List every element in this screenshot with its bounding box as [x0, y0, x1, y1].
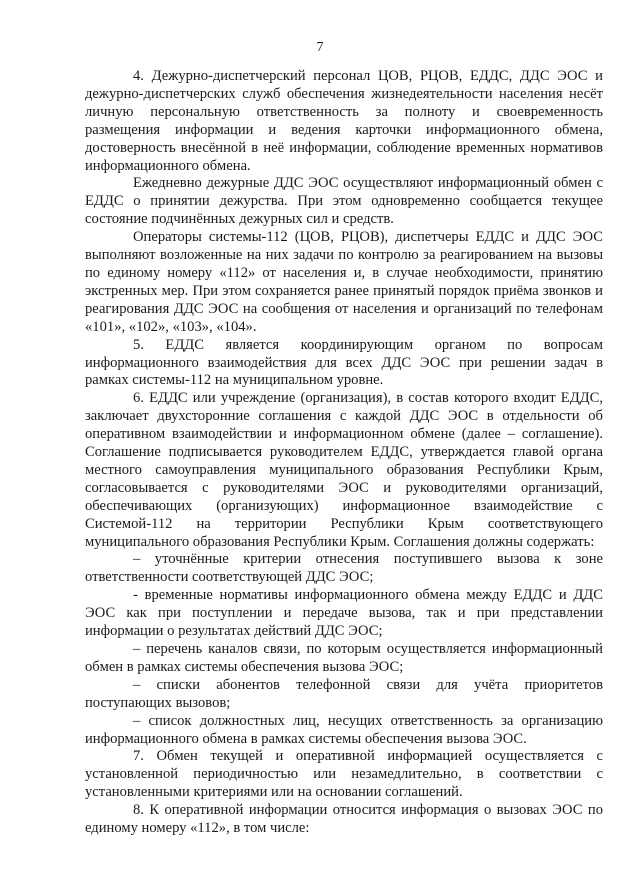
paragraph-6: 6. ЕДДС или учреждение (организация), в состав которого входит ЕДДС, заключает двухсторонние соглашения с каждой ДДС ЭОС в отдельности об оперативном взаимодействии и информационном обмене (далее – соглашение). Соглашение подписывается руководителем ЕДДС, утверждается главой органа местного самоуправления муниципального образования Республики Крым, согласовывается с руководителями ЭОС и руководителями организаций, обеспечивающих (организующих) информационное взаимодействие с Системой-112 на территории Республики Крым соответствующего муниципального образования Республики Крым. Соглашения должны содержать:	[85, 390, 603, 550]
paragraph-operators: Операторы системы-112 (ЦОВ, РЦОВ), диспетчеры ЕДДС и ДДС ЭОС выполняют возложенные на них задачи по контролю за реагированием на вызовы по единому номеру «112» от населения и, в случае необходимости, принятию экстренных мер. При этом сохраняется ранее принятый порядок приёма звонков и реагирования ДДС ЭОС на сообщения от населения и организаций по телефонам «101», «102», «103», «104».	[85, 229, 603, 335]
paragraph-daily-exchange: Ежедневно дежурные ДДС ЭОС осуществляют информационный обмен с ЕДДС о принятии дежурства. При этом одновременно сообщается текущее состояние подчинённых дежурных сил и средств.	[85, 175, 603, 228]
paragraph-8: 8. К оперативной информации относится информация о вызовах ЭОС по единому номеру «112», в том числе:	[85, 802, 603, 837]
list-item-channels: – перечень каналов связи, по которым осуществляется информационный обмен в рамках системы обеспечения вызова ЭОС;	[85, 641, 603, 675]
paragraph-5: 5. ЕДДС является координирующим органом по вопросам информационного взаимодействия для всех ДДС ЭОС при решении задач в рамках системы-112 на муниципальном уровне.	[85, 336, 603, 389]
paragraph-4: 4. Дежурно-диспетчерский персонал ЦОВ, РЦОВ, ЕДДС, ДДС ЭОС и дежурно-диспетчерских служб обеспечения жизнедеятельности населения несёт личную персональную ответственность за полноту и своевременность размещения информации и ведения карточки информационного обмена, достоверность внесённой в неё информации, соблюдение временных нормативов информационного обмена.	[85, 68, 603, 174]
list-item-time-standards: - временные нормативы информационного обмена между ЕДДС и ДДС ЭОС как при поступлении и передаче вызова, так и при представлении информации о результатах действий ДДС ЭОС;	[85, 587, 603, 640]
list-item-officials: – список должностных лиц, несущих ответственность за организацию информационного обмена в рамках системы обеспечения вызова ЭОС.	[85, 712, 603, 747]
document-body	[85, 68, 603, 838]
list-item-criteria: – уточнённые критерии отнесения поступившего вызова к зоне ответственности соответствующей ДДС ЭОС;	[85, 551, 603, 586]
paragraph-7: 7. Обмен текущей и оперативной информацией осуществляется с установленной периодичностью или незамедлительно, в соответствии с установленными критериями или на основании соглашений.	[85, 748, 603, 801]
list-item-subscribers: – списки абонентов телефонной связи для учёта приоритетов поступающих вызовов;	[85, 676, 603, 711]
page-number: 7	[316, 40, 324, 55]
